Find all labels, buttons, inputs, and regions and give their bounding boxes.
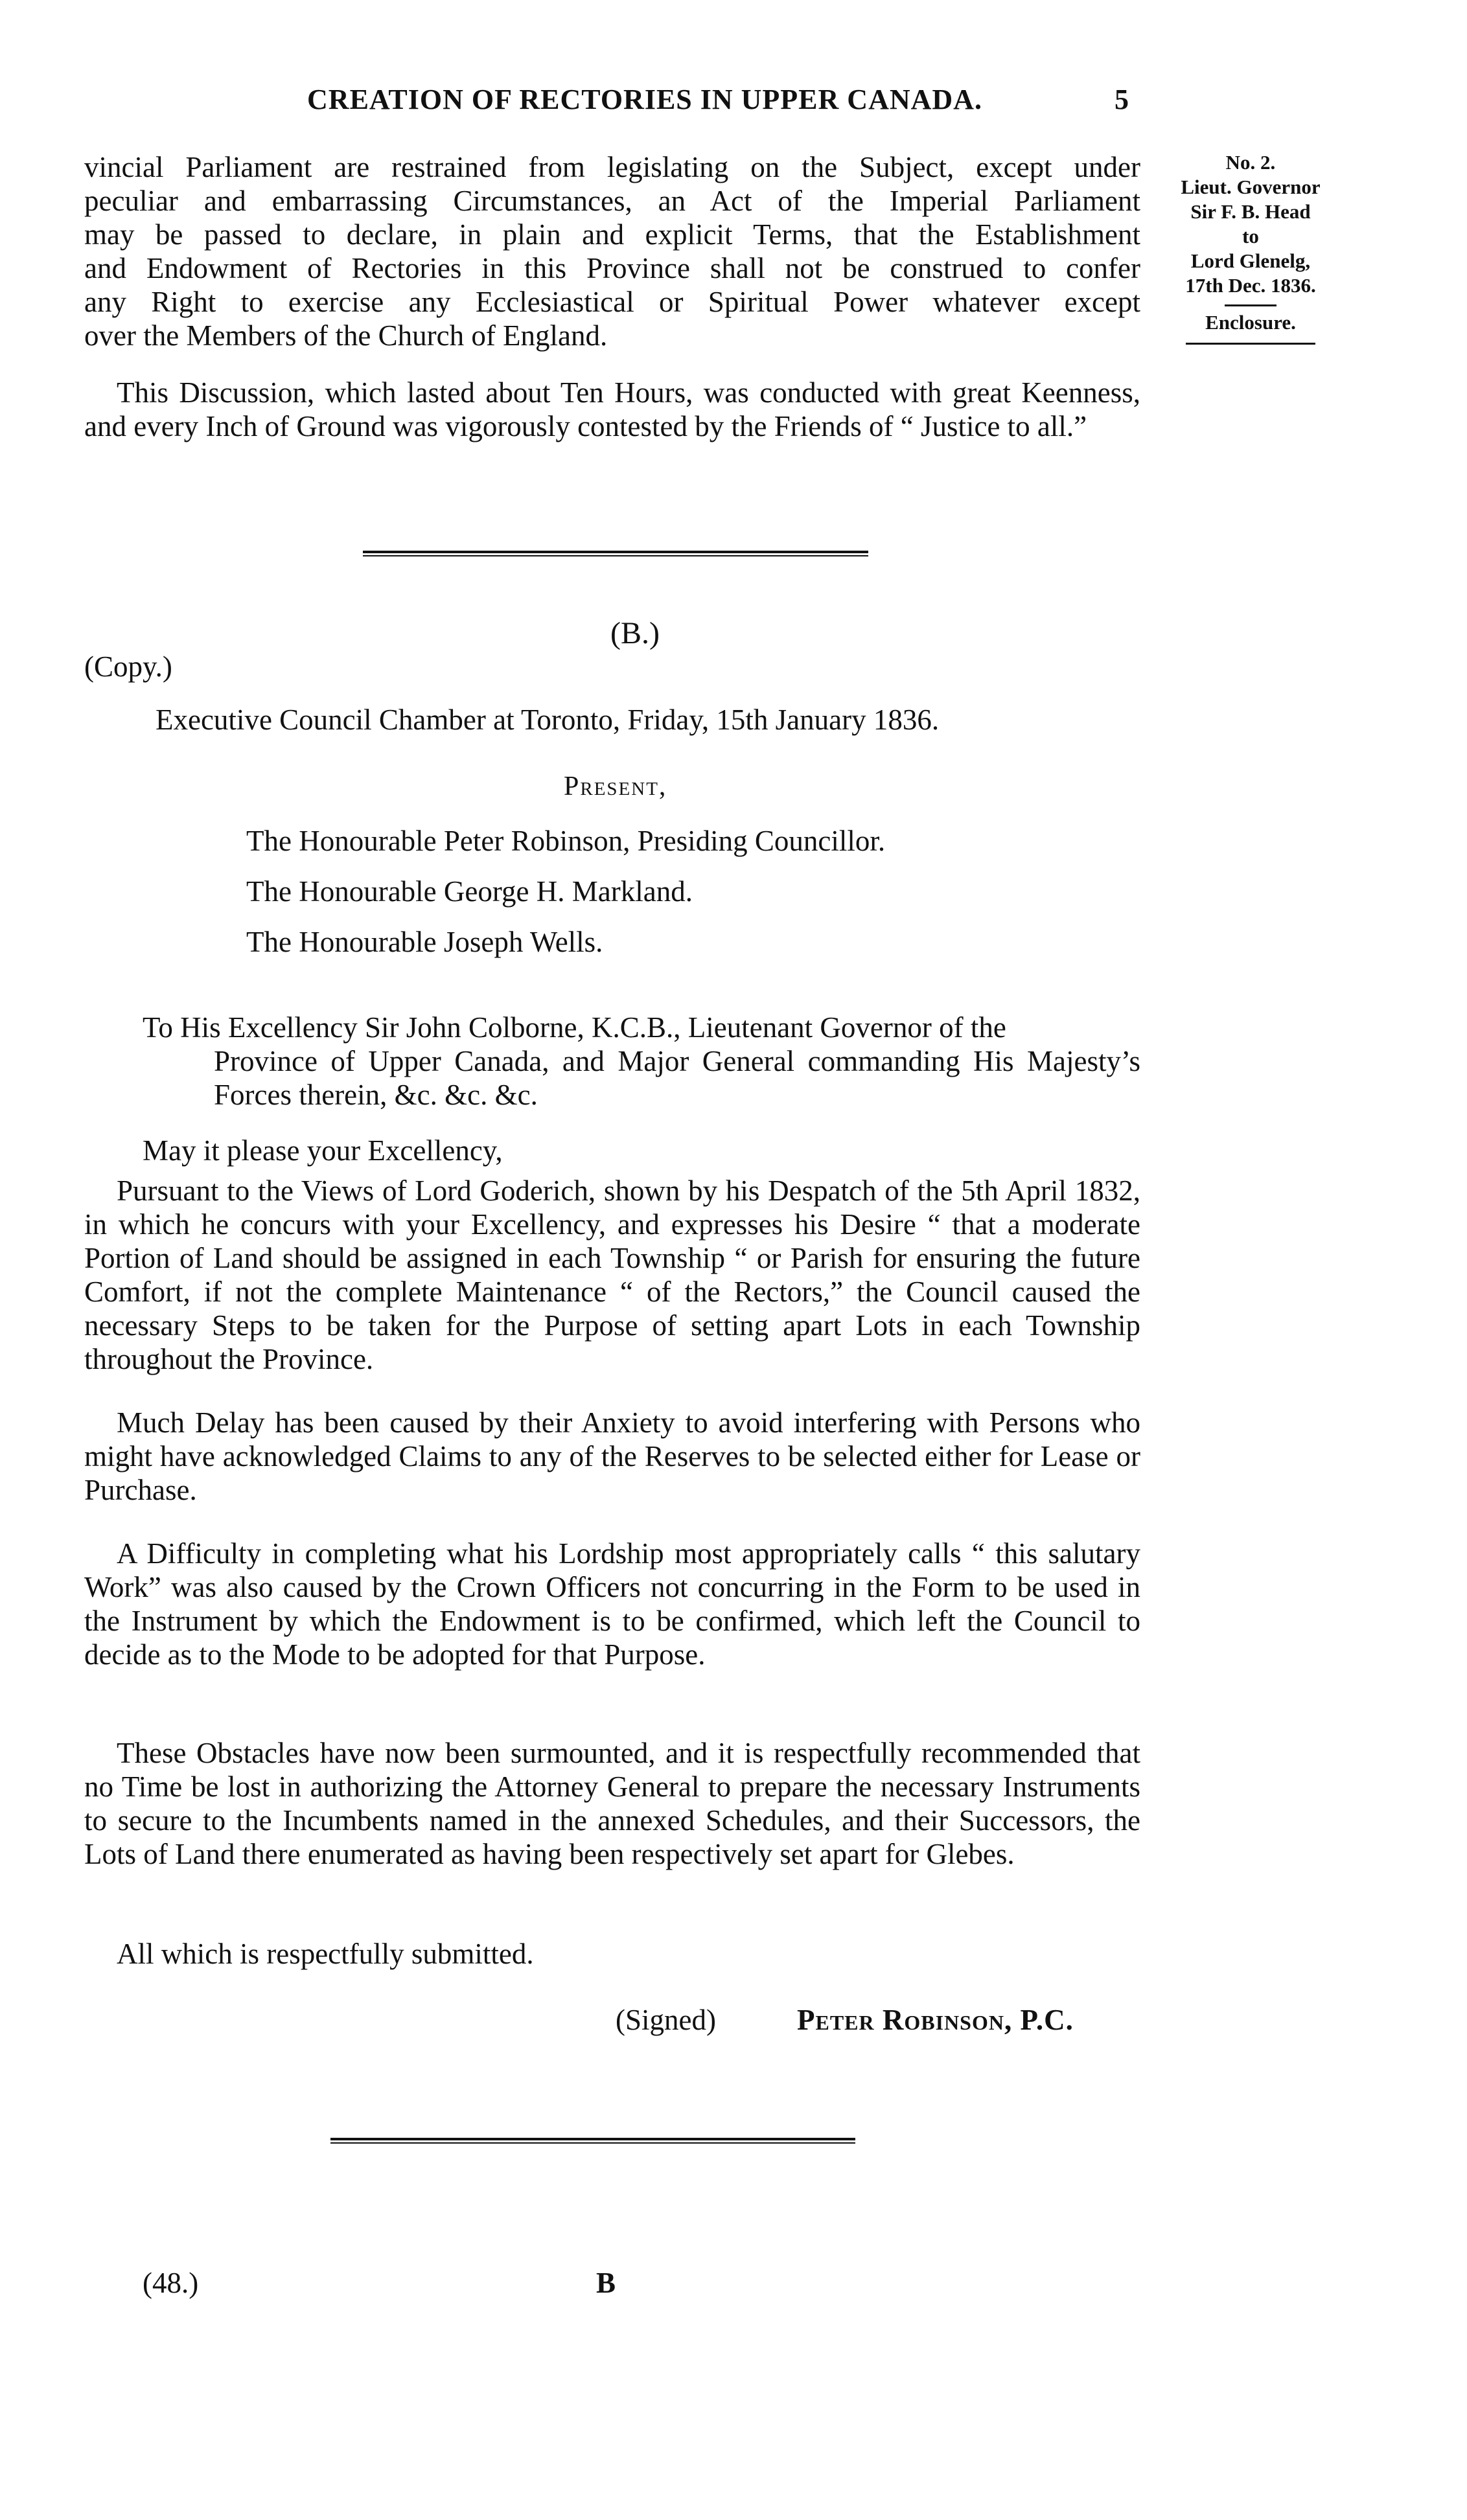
body-text: A Difficulty in completing what his Lordship most appropriately calls “ this salutary Work” was also caused by the Crown Officers not concurring in the Form to be used in the Instrument by which the Endowment is to be confirmed, which left the Council to decide as to the Mode to be adopted for that Purpose. xyxy=(84,1537,1140,1671)
continuation-line: over the Members of the Church of England. xyxy=(84,319,608,352)
council-member: The Honourable George H. Markland. xyxy=(246,875,693,908)
sidenote-line: to xyxy=(1242,225,1259,247)
discussion-text: This Discussion, which lasted about Ten Hours, was conducted with great Keenness, and every Inch of Ground was vigorously contested by the Friends of “ Justice to all.” xyxy=(84,376,1140,442)
continuation-paragraph xyxy=(84,150,1140,352)
continuation-line: and Endowment of Rectories in this Province shall not be construed to confer xyxy=(84,252,1140,284)
meeting-place-date: Executive Council Chamber at Toronto, Friday, 15th January 1836. xyxy=(156,704,940,736)
signed-label: (Signed) xyxy=(616,2004,716,2036)
page-number: 5 xyxy=(1115,84,1129,115)
signatory-name: Peter Robinson, P.C. xyxy=(797,2004,1074,2036)
continuation-line: vincial Parliament are restrained from legislating on the Subject, except under xyxy=(84,151,1140,183)
sidenote-number: No. 2. xyxy=(1225,151,1276,174)
continuation-line: may be passed to declare, in plain and explicit Terms, that the Establishment xyxy=(84,218,1140,251)
body-paragraph xyxy=(84,1736,1140,1871)
sidenote-line: Lord Glenelg, xyxy=(1190,249,1311,272)
addressee-continuation: Province of Upper Canada, and Major General commanding His Majesty’s Forces therein, &c. &c. &c. xyxy=(214,1045,1140,1111)
present-heading: Present, xyxy=(564,772,667,801)
addressee-block xyxy=(143,1011,1140,1112)
council-member: The Honourable Joseph Wells. xyxy=(246,926,603,958)
marginal-sidenote xyxy=(1166,150,1335,345)
sidenote-line: Lieut. Governor xyxy=(1181,176,1321,198)
footer-number: (48.) xyxy=(143,2267,199,2299)
body-text: All which is respectfully submitted. xyxy=(117,1938,534,1970)
council-member: The Honourable Peter Robinson, Presiding Councillor. xyxy=(246,825,886,857)
continuation-line: any Right to exercise any Ecclesiastical or Spiritual Power whatever except xyxy=(84,286,1140,318)
running-title: CREATION OF RECTORIES IN UPPER CANADA. xyxy=(307,84,982,115)
section-divider xyxy=(363,551,868,553)
body-text: Pursuant to the Views of Lord Goderich, shown by his Despatch of the 5th April 1832, in which he concurs with your Excellency, and expresses his Desire “ that a moderate Portion of Land should be assigned in each Township “ or Parish for ensuring the future Comfort, if not the complete Maintenance “ of the Rectors,” the Council caused the necessary Steps to be taken for the Purpose of setting apart Lots in each Township throughout the Province. xyxy=(84,1174,1140,1375)
sidenote-line: Sir F. B. Head xyxy=(1190,200,1311,223)
body-text: Much Delay has been caused by their Anxiety to avoid interfering with Persons who might have acknowledged Claims to any of the Reserves to be selected either for Lease or Purchase. xyxy=(84,1406,1140,1506)
salutation: May it please your Excellency, xyxy=(143,1134,503,1167)
body-paragraph xyxy=(84,1406,1140,1507)
body-text: These Obstacles have now been surmounted, and it is respectfully recommended that no Time be lost in authorizing the Attorney General to prepare the necessary Instruments to secure to the Incumbents named in the annexed Schedules, and their Successors, the Lots of Land there enumerated as having been respectively set apart for Glebes. xyxy=(84,1737,1140,1870)
sidenote-divider xyxy=(1225,304,1276,306)
section-label: (B.) xyxy=(610,616,660,650)
body-paragraph xyxy=(84,1174,1140,1376)
body-paragraph xyxy=(84,1537,1140,1671)
closing-divider xyxy=(330,2138,855,2140)
sidenote-enclosure: Enclosure. xyxy=(1205,311,1296,334)
body-paragraph xyxy=(84,1937,1140,1971)
signature-mark: B xyxy=(596,2267,616,2299)
sidenote-rule xyxy=(1186,343,1315,345)
discussion-paragraph xyxy=(84,376,1140,443)
continuation-line: peculiar and embarrassing Circumstances, an Act of the Imperial Parliament xyxy=(84,185,1140,217)
copy-label: (Copy.) xyxy=(84,650,172,683)
addressee-first-line: To His Excellency Sir John Colborne, K.C.B., Lieutenant Governor of the xyxy=(143,1011,1006,1044)
sidenote-line: 17th Dec. 1836. xyxy=(1185,274,1316,297)
